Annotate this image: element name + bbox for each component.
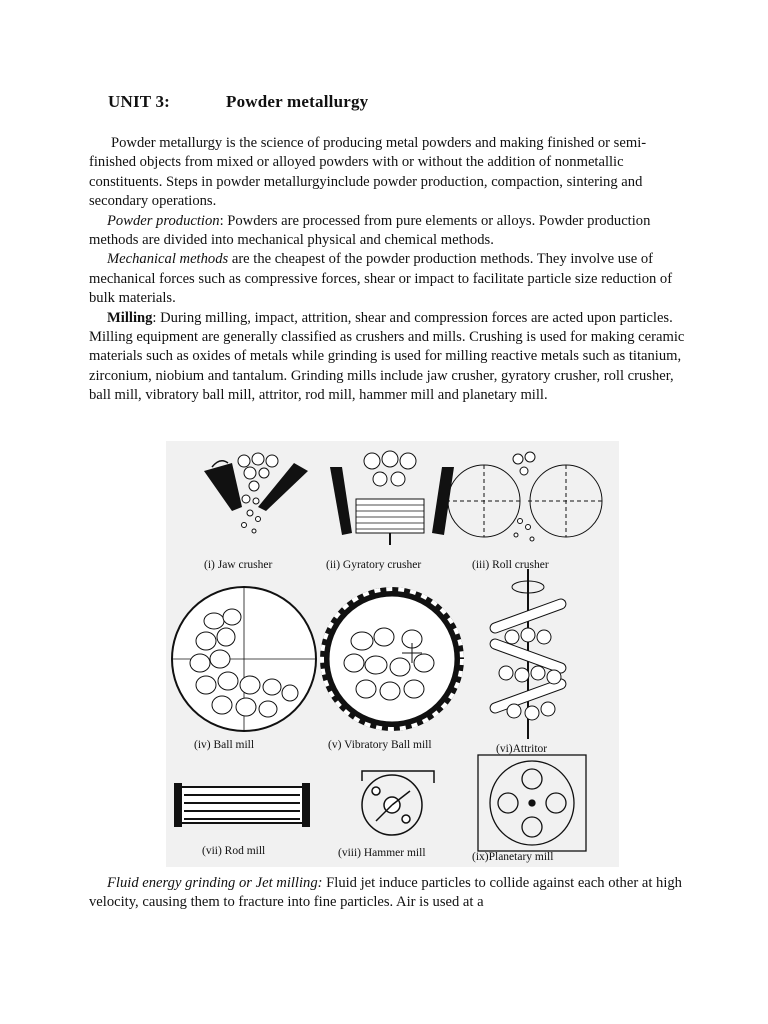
jet-milling-paragraph: [89, 874, 689, 913]
jet-milling-text: Fluid jet induce particles to collide against each other at high velocity, causing them to fracture into fine particles. Air is used at a: [89, 875, 682, 911]
unit-number: UNIT 3:: [108, 92, 171, 111]
powder-production-term: Powder production: [107, 212, 220, 229]
caption-gyratory-crusher: (ii) Gyratory crusher: [326, 559, 422, 571]
roll-crusher-drawing: [446, 452, 604, 541]
milling-paragraph: [89, 309, 689, 406]
intro-paragraph: Powder metallurgy is the science of producing metal powders and making finished or semi-finished objects from mixed or alloyed powders with or without the addition of nonmetallic constituents. Steps in powder metallurgyinclude powder production, compaction, sintering and secondary operations.: [89, 135, 647, 210]
mechanical-methods-term: Mechanical methods: [107, 251, 229, 268]
caption-rod-mill: (vii) Rod mill: [202, 845, 266, 857]
milling-equipment-figure: [166, 441, 619, 867]
continued-text: [89, 874, 689, 913]
caption-roll-crusher: (iii) Roll crusher: [472, 559, 549, 571]
unit-title: Powder metallurgy: [226, 92, 369, 111]
rod-mill-drawing: [174, 783, 310, 827]
unit-heading: [108, 92, 369, 112]
planetary-mill-drawing: [478, 755, 586, 851]
powder-production-text: : Powders are processed from pure elements or alloys. Powder production methods are divided into mechanical physical and chemical methods.: [89, 212, 651, 249]
attritor-drawing: [489, 569, 568, 739]
jet-milling-term: Fluid energy grinding or Jet milling:: [107, 875, 323, 891]
caption-jaw-crusher: (i) Jaw crusher: [204, 559, 273, 571]
milling-text: : During milling, impact, attrition, shear and compression forces are acted upon particles. Milling equipment are generally classified as crushers and mills. Crushing is used for making ceramic materials such as oxides of metals while grinding is used for milling reactive metals such as titanium, zirconium, niobium and tantalum. Grinding mills include jaw crusher, gyratory crusher, roll crusher, ball mill, vibratory ball mill, attritor, rod mill, hammer mill and planetary mill.: [89, 309, 685, 404]
caption-planetary-mill: (ix)Planetary mill: [472, 851, 554, 863]
caption-hammer-mill: (viii) Hammer mill: [338, 847, 426, 859]
jaw-crusher-drawing: [204, 453, 308, 533]
hammer-mill-drawing: [362, 771, 434, 835]
caption-vibratory-ball-mill: (v) Vibratory Ball mill: [328, 739, 432, 751]
milling-equipment-drawings: [166, 441, 619, 867]
main-text: [89, 134, 689, 406]
powder-production-paragraph: [89, 212, 689, 251]
ball-mill-drawing: [172, 587, 316, 731]
mechanical-methods-text: are the cheapest of the powder production methods. They involve use of mechanical forces such as compressive forces, shear or impact to facilitate particle size reduction of bulk materials.: [89, 251, 673, 307]
caption-attritor: (vi)Attritor: [496, 743, 548, 755]
vibratory-ball-mill-drawing: [320, 587, 464, 731]
mechanical-methods-paragraph: [89, 250, 689, 308]
milling-term: Milling: [107, 309, 153, 326]
gyratory-crusher-drawing: [330, 451, 454, 545]
caption-ball-mill: (iv) Ball mill: [194, 739, 255, 751]
